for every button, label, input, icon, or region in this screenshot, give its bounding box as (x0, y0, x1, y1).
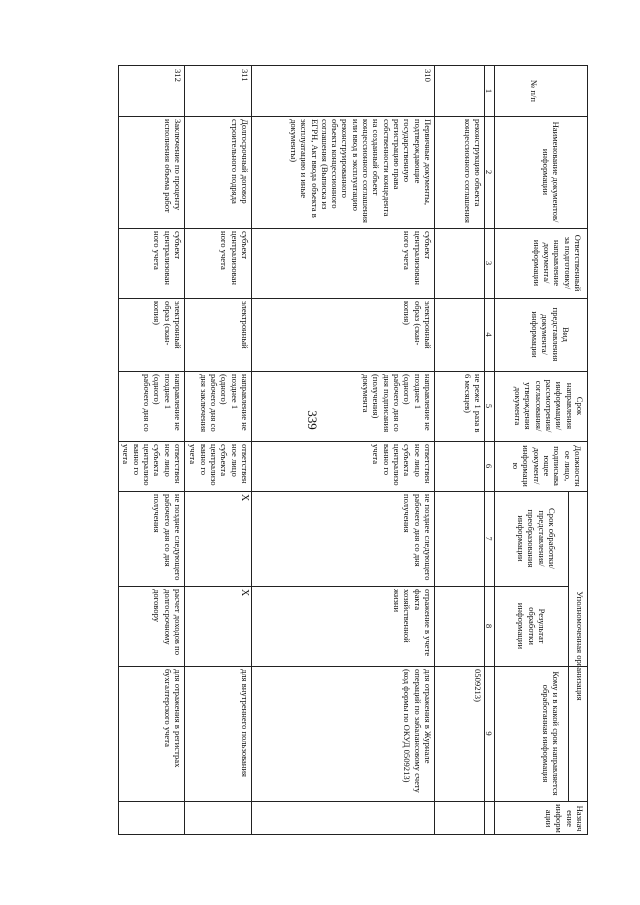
continued-row-official (435, 441, 485, 491)
row-311-recipient: для внутреннего пользования (240, 669, 250, 777)
row-312-official: ответственное лицо субъекта централизованно го учета (121, 444, 183, 486)
header-representation-type: Вид представления документа/ информации (530, 307, 571, 362)
row-311-processing-deadline: X (239, 494, 250, 502)
header-signing-official: Должностное лицо, подписывающее документ/ информацию (511, 445, 583, 487)
header-information-purpose: Назначение информации (544, 804, 585, 833)
row-312-deadline: направление не позднее 1 (одного) рабочего дня со (142, 374, 183, 432)
document-table (118, 65, 588, 835)
column-number-5: 5 (484, 403, 494, 409)
header-authorized-organization: Уполномоченная организация (575, 591, 585, 701)
row-310-official: ответственное лицо субъекта централизованно го учета (371, 444, 433, 486)
continued-row-processing-result (435, 586, 485, 666)
row-312-recipient: для отражения в регистрах бухгалтерского учета (162, 669, 183, 768)
row-310-recipient: для отражения в Журнале операций по забалансовому счету (код формы по ОКУД 0509213) (402, 669, 433, 793)
continued-row-number (435, 66, 485, 116)
column-number-4: 4 (484, 332, 494, 337)
row-311-processing-result: X (239, 589, 250, 597)
header-processing-deadline: Срок обработки/ представления/ преобразования информации (516, 508, 557, 569)
row-311-representation: электронный (240, 301, 250, 349)
row-312-number: 312 (173, 69, 183, 82)
row-312-processing-result: расчет доходов по долгосрочному договору (152, 589, 183, 656)
row-312-responsible: субъект централизован ного учета (152, 231, 183, 285)
row-311-responsible: субъект централизован ного учета (219, 231, 250, 285)
continued-row-deadline: не реже 1 раза в 6 месяцев) (462, 374, 483, 433)
row-312-document-name: Заключение по проценту исполнения объема работ (162, 119, 183, 213)
continued-row-responsible (435, 228, 485, 298)
header-document-name: Наименование документов/ информации (540, 121, 561, 223)
column-number-9: 9 (484, 731, 494, 736)
column-number-7: 7 (484, 536, 494, 541)
column-number-3: 3 (484, 260, 494, 266)
header-row-number: № п/п (529, 80, 539, 102)
header-processing-result: Результат обработки информации (516, 602, 547, 650)
header-deadline: Срок направления информации/ рассмотрения/ согласования/ утверждения документа (513, 379, 585, 433)
continued-row-processing-deadline (435, 491, 485, 586)
row-312-representation: электронный образ (скан-копия) (152, 301, 183, 349)
header-recipient: Кому и в какой срок направляется обработанная информация (540, 671, 561, 796)
continued-row-document-name: реконструкцию объекта концессионного соглашения (462, 119, 483, 223)
row-310-representation: электронный образ (скан-копия) (402, 301, 433, 349)
page-number: 339 (305, 410, 320, 430)
continued-row-recipient: 0509213) (473, 669, 483, 702)
row-310-number: 310 (423, 69, 433, 82)
row-311-deadline: направление не позднее 1 (одного) рабочего дня со дня заключения (198, 374, 250, 433)
column-number-8: 8 (484, 623, 494, 629)
row-310-deadline: направление не позднее 1 (одного) рабочего дня со дня подписания (получения) документа (361, 374, 433, 433)
row-310-processing-deadline: не позднее следующего рабочего дня со дня получения (402, 494, 433, 581)
row-312-processing-deadline: не позднее следующего рабочего дня со дня получения (152, 494, 183, 581)
rule-col-9 (119, 801, 587, 802)
row-311-official: ответственное лицо субъекта централизованно го учета (188, 444, 250, 486)
header-responsible: Ответственный за подготовку/ направление документа/ информации (531, 234, 583, 292)
row-310-processing-result: отражение в учете факта хозяйственной жизни (392, 589, 433, 657)
row-310-document-name: Первичные документы, подтверждающие государственную регистрацию права собственности концедента на созданный объект концессионного соглашения или ввод в эксплуатацию реконструированного объекта концессионного соглашения (Выписка из ЕГРН, Акт ввода объекта в эксплуатацию и иные документы) (288, 119, 433, 223)
row-311-document-name: Долгосрочный договор строительного подряда (229, 119, 250, 204)
column-number-1: 1 (484, 88, 494, 94)
column-number-2: 2 (484, 169, 494, 175)
row-310-responsible: субъект централизован ного учета (402, 231, 433, 285)
row-311-number: 311 (240, 69, 250, 82)
column-number-6: 6 (484, 463, 494, 469)
continued-row-representation (435, 298, 485, 371)
